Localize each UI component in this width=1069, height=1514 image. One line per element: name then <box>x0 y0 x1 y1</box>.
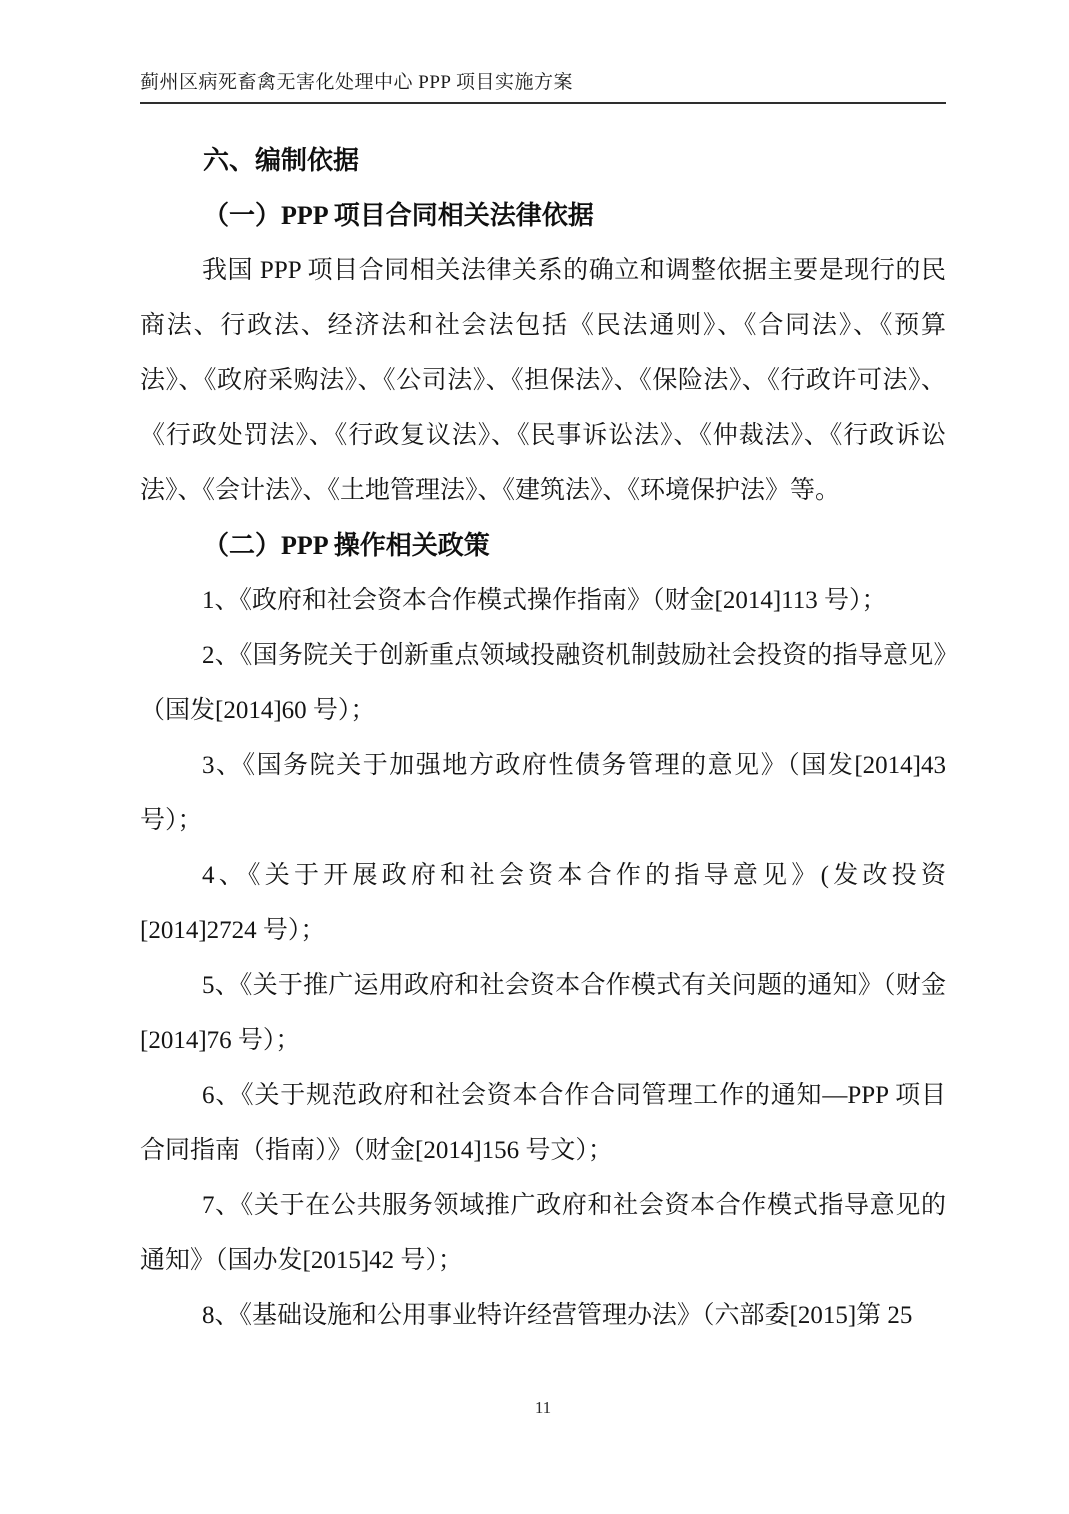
policy-item-5: 5、《关于推广运用政府和社会资本合作模式有关问题的通知》（财金[2014]76 号）； <box>140 972 946 1054</box>
legal-basis-paragraph: 我国 PPP 项目合同相关法律关系的确立和调整依据主要是现行的民商法、行政法、经济法和社会法包括《民法通则》、《合同法》、《预算法》、《政府采购法》、《公司法》、《担保法》、《保险法》、《行政许可法》、《行政处罚法》、《行政复议法》、《民事诉讼法》、《仲裁法》、《行政诉讼法》、《会计法》、《土地管理法》、《建筑法》、《环境保护法》等。 <box>140 257 946 504</box>
policy-item-3: 3、《国务院关于加强地方政府性债务管理的意见》（国发[2014]43 号）； <box>140 752 946 834</box>
policy-item-8: 8、《基础设施和公用事业特许经营管理办法》（六部委[2015]第 25 <box>202 1302 913 1329</box>
header-title: 蓟州区病死畜禽无害化处理中心 PPP 项目实施方案 <box>140 72 573 93</box>
policy-item-6: 6、《关于规范政府和社会资本合作合同管理工作的通知—PPP 项目合同指南（指南）》（财金[2014]156 号文）； <box>140 1082 946 1164</box>
policy-item-7: 7、《关于在公共服务领域推广政府和社会资本合作模式指导意见的通知》（国办发[2015]42 号）； <box>140 1192 946 1274</box>
section-heading: 六、编制依据 <box>203 146 360 175</box>
document-body <box>140 133 946 1343</box>
policy-item-2: 2、《国务院关于创新重点领域投融资机制鼓励社会投资的指导意见》（国发[2014]60 号）； <box>140 642 946 724</box>
page-number: 11 <box>534 1398 552 1417</box>
policy-item-4: 4、《关于开展政府和社会资本合作的指导意见》(发改投资[2014]2724 号）； <box>140 862 946 944</box>
policy-item-1: 1、《政府和社会资本合作模式操作指南》（财金[2014]113 号）； <box>202 587 887 614</box>
page-footer <box>140 1394 946 1422</box>
page-header <box>140 70 946 104</box>
subsection-policy-heading: （二）PPP 操作相关政策 <box>203 531 490 560</box>
subsection-legal-heading: （一）PPP 项目合同相关法律依据 <box>203 201 594 230</box>
